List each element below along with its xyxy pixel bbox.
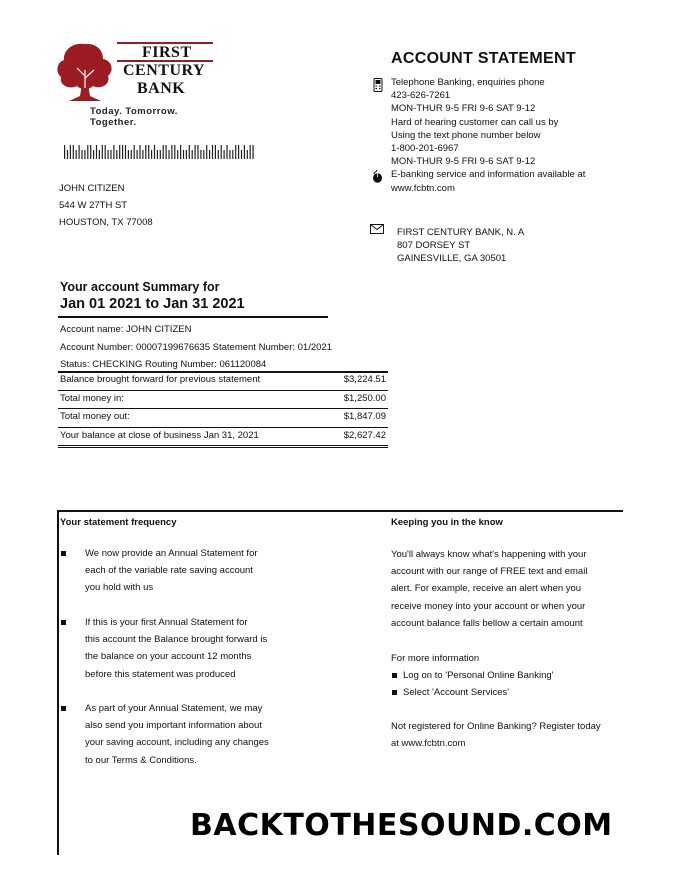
- mouse-icon: [371, 169, 383, 183]
- customer-city: HOUSTON, TX 77008: [59, 217, 153, 228]
- summary-label: Balance brought forward for previous statement: [60, 374, 261, 385]
- register-link[interactable]: at www.fcbtn.com: [391, 738, 466, 750]
- list-item-text: Log on to 'Personal Online Banking': [403, 670, 554, 681]
- logo-bank: BANK: [137, 80, 186, 97]
- barcode-bar: [215, 145, 216, 159]
- customer-street: 544 W 27TH ST: [59, 200, 128, 211]
- barcode-bar: [218, 150, 219, 159]
- barcode-bar: [166, 145, 167, 159]
- bullet-icon: [392, 690, 397, 695]
- frequency-bullet: [85, 545, 300, 597]
- barcode-bar: [105, 145, 106, 159]
- bullet-line: this account the Balance brought forward is: [85, 634, 268, 646]
- contact-line: Hard of hearing customer can call us by: [391, 116, 559, 128]
- barcode-bar: [244, 145, 245, 159]
- barcode-bar: [226, 145, 227, 159]
- barcode-bar: [163, 145, 164, 159]
- barcode-bar: [128, 150, 129, 159]
- barcode-bar: [90, 145, 91, 159]
- logo-first: FIRST: [142, 44, 192, 61]
- summary-row: [58, 372, 388, 391]
- list-item: [391, 684, 553, 701]
- customer-name: JOHN CITIZEN: [59, 183, 125, 194]
- contact-info: [391, 76, 651, 195]
- bullet-line: If this is your first Annual Statement for: [85, 617, 248, 628]
- list-item-text: Select 'Account Services': [403, 687, 510, 699]
- summary-table: [58, 372, 388, 448]
- barcode-bar: [79, 145, 80, 159]
- website-link[interactable]: www.fcbtn.com: [391, 182, 455, 194]
- bank-address: [397, 226, 524, 265]
- barcode-bar: [160, 150, 161, 159]
- account-name: Account name: JOHN CITIZEN: [60, 324, 192, 335]
- barcode-bar: [171, 145, 172, 159]
- know-line: alert. For example, receive an alert when you: [391, 583, 582, 595]
- barcode-bar: [180, 145, 181, 159]
- bank-address-line: GAINESVILLE, GA 30501: [397, 253, 507, 264]
- barcode-bar: [116, 150, 117, 159]
- know-line: receive money into your account or when your: [391, 600, 586, 612]
- barcode-bar: [232, 150, 233, 159]
- list-item: [391, 667, 553, 684]
- barcode-bar: [137, 150, 138, 159]
- barcode-bar: [154, 145, 155, 159]
- barcode-bar: [183, 150, 184, 159]
- barcode-bar: [206, 145, 207, 159]
- bank-logo: [55, 40, 220, 128]
- know-line: account with our range of FREE text and email: [391, 566, 588, 578]
- bullet-line: you hold with us: [85, 582, 154, 594]
- bullet-line: the balance on your account 12 months: [85, 651, 252, 663]
- summary-heading: Your account Summary for: [60, 280, 220, 294]
- bullet-icon: [61, 706, 66, 711]
- barcode-bar: [125, 145, 126, 159]
- barcode-bar: [186, 150, 187, 159]
- bullet-line: each of the variable rate saving account: [85, 565, 253, 577]
- account-status: Status: CHECKING Routing Number: 061120084: [60, 359, 267, 370]
- barcode-bar: [142, 150, 143, 159]
- barcode-bar: [76, 150, 77, 159]
- summary-value: $1,250.00: [343, 392, 386, 404]
- contact-line: E-banking service and information available at: [391, 169, 586, 181]
- barcode-bar: [64, 145, 65, 159]
- info-box-top-border: [59, 510, 623, 512]
- contact-line: MON-THUR 9-5 FRI 9-6 SAT 9-12: [391, 156, 536, 168]
- barcode-bar: [110, 150, 111, 159]
- summary-value: $2,627.42: [343, 429, 386, 441]
- postal-barcode: [64, 144, 256, 160]
- watermark: BACKTOTHESOUND.COM: [190, 808, 613, 843]
- bullet-line: We now provide an Annual Statement for: [85, 548, 258, 559]
- barcode-bar: [221, 145, 222, 159]
- barcode-bar: [70, 145, 71, 159]
- barcode-bar: [93, 150, 94, 159]
- barcode-bar: [102, 145, 103, 159]
- account-info: [60, 321, 332, 374]
- barcode-bar: [122, 145, 123, 159]
- info-box-left-border: [57, 510, 59, 855]
- summary-label: Total money in:: [60, 392, 124, 404]
- summary-value: $1,847.09: [343, 411, 386, 422]
- contact-line: 1-800-201-6967: [391, 143, 459, 155]
- barcode-bar: [99, 150, 100, 159]
- bank-address-line: FIRST CENTURY BANK, N. A: [397, 227, 525, 238]
- barcode-bar: [189, 145, 190, 159]
- barcode-bar: [108, 150, 109, 159]
- know-heading: Keeping you in the know: [391, 517, 503, 528]
- barcode-bar: [134, 145, 135, 159]
- more-info-list: [391, 667, 553, 701]
- barcode-bar: [200, 150, 201, 159]
- summary-label: Your balance at close of business Jan 31, 2021: [60, 429, 259, 441]
- customer-address: [59, 180, 153, 231]
- barcode-bar: [84, 150, 85, 159]
- summary-row: [58, 428, 388, 449]
- barcode-bar: [197, 145, 198, 159]
- bullet-line: As part of your Annual Statement, we may: [85, 703, 263, 714]
- frequency-bullet: [85, 614, 300, 683]
- summary-row: [58, 391, 388, 410]
- barcode-bar: [224, 150, 225, 159]
- barcode-bar: [235, 145, 236, 159]
- account-number: Account Number: 00007199676635 Statement Number: 01/2021: [60, 341, 332, 353]
- barcode-bar: [250, 145, 251, 159]
- barcode-bar: [131, 150, 132, 159]
- register-note: [391, 718, 631, 752]
- contact-line: Using the text phone number below: [391, 129, 541, 141]
- summary-divider: [58, 316, 328, 318]
- barcode-bar: [113, 145, 114, 159]
- phone-icon: [373, 78, 383, 92]
- barcode-bar: [212, 145, 213, 159]
- bullet-line: before this statement was produced: [85, 668, 236, 680]
- barcode-bar: [81, 150, 82, 159]
- barcode-bar: [177, 150, 178, 159]
- know-line: account balance falls bellow a certain amount: [391, 617, 583, 629]
- bank-address-line: 807 DORSEY ST: [397, 240, 471, 251]
- tree-icon: [55, 40, 115, 102]
- logo-tagline: Today. Tomorrow. Together.: [90, 106, 178, 128]
- frequency-heading: Your statement frequency: [60, 517, 177, 528]
- know-body: [391, 546, 631, 632]
- barcode-bar: [145, 145, 146, 159]
- contact-line: MON-THUR 9-5 FRI 9-6 SAT 9-12: [391, 103, 536, 115]
- logo-century: CENTURY: [123, 62, 206, 79]
- barcode-bar: [119, 145, 120, 159]
- barcode-bar: [168, 150, 169, 159]
- barcode-bar: [157, 150, 158, 159]
- barcode-bar: [195, 145, 196, 159]
- bullet-line: your saving account, including any changes: [85, 737, 269, 749]
- barcode-bar: [96, 145, 97, 159]
- more-info-label: For more information: [391, 653, 480, 664]
- barcode-bar: [139, 145, 140, 159]
- contact-line: Telephone Banking, enquiries phone: [391, 77, 545, 88]
- barcode-bar: [229, 150, 230, 159]
- frequency-bullet: [85, 700, 300, 769]
- barcode-bar: [148, 145, 149, 159]
- bullet-line: also send you important information about: [85, 720, 262, 732]
- bullet-icon: [61, 620, 66, 625]
- barcode-bar: [67, 150, 68, 159]
- barcode-bar: [253, 145, 254, 159]
- barcode-bar: [238, 145, 239, 159]
- register-line: Not registered for Online Banking? Register today: [391, 721, 601, 732]
- barcode-bar: [73, 145, 74, 159]
- barcode-bar: [209, 150, 210, 159]
- barcode-bar: [87, 145, 88, 159]
- summary-row: [58, 409, 388, 428]
- barcode-bar: [192, 150, 193, 159]
- bullet-icon: [61, 551, 66, 556]
- barcode-bar: [241, 150, 242, 159]
- contact-line: 423-626-7261: [391, 90, 451, 102]
- summary-label: Total money out:: [60, 411, 130, 422]
- barcode-bar: [247, 150, 248, 159]
- summary-value: $3,224.51: [343, 374, 386, 385]
- bullet-line: to our Terms & Conditions.: [85, 754, 197, 766]
- summary-period: Jan 01 2021 to Jan 31 2021: [60, 296, 245, 312]
- mail-icon: [370, 224, 384, 234]
- bullet-icon: [392, 673, 397, 678]
- barcode-bar: [203, 150, 204, 159]
- know-line: You'll always know what's happening with your: [391, 549, 587, 560]
- statement-title: ACCOUNT STATEMENT: [391, 50, 576, 67]
- barcode-bar: [151, 150, 152, 159]
- barcode-bar: [174, 145, 175, 159]
